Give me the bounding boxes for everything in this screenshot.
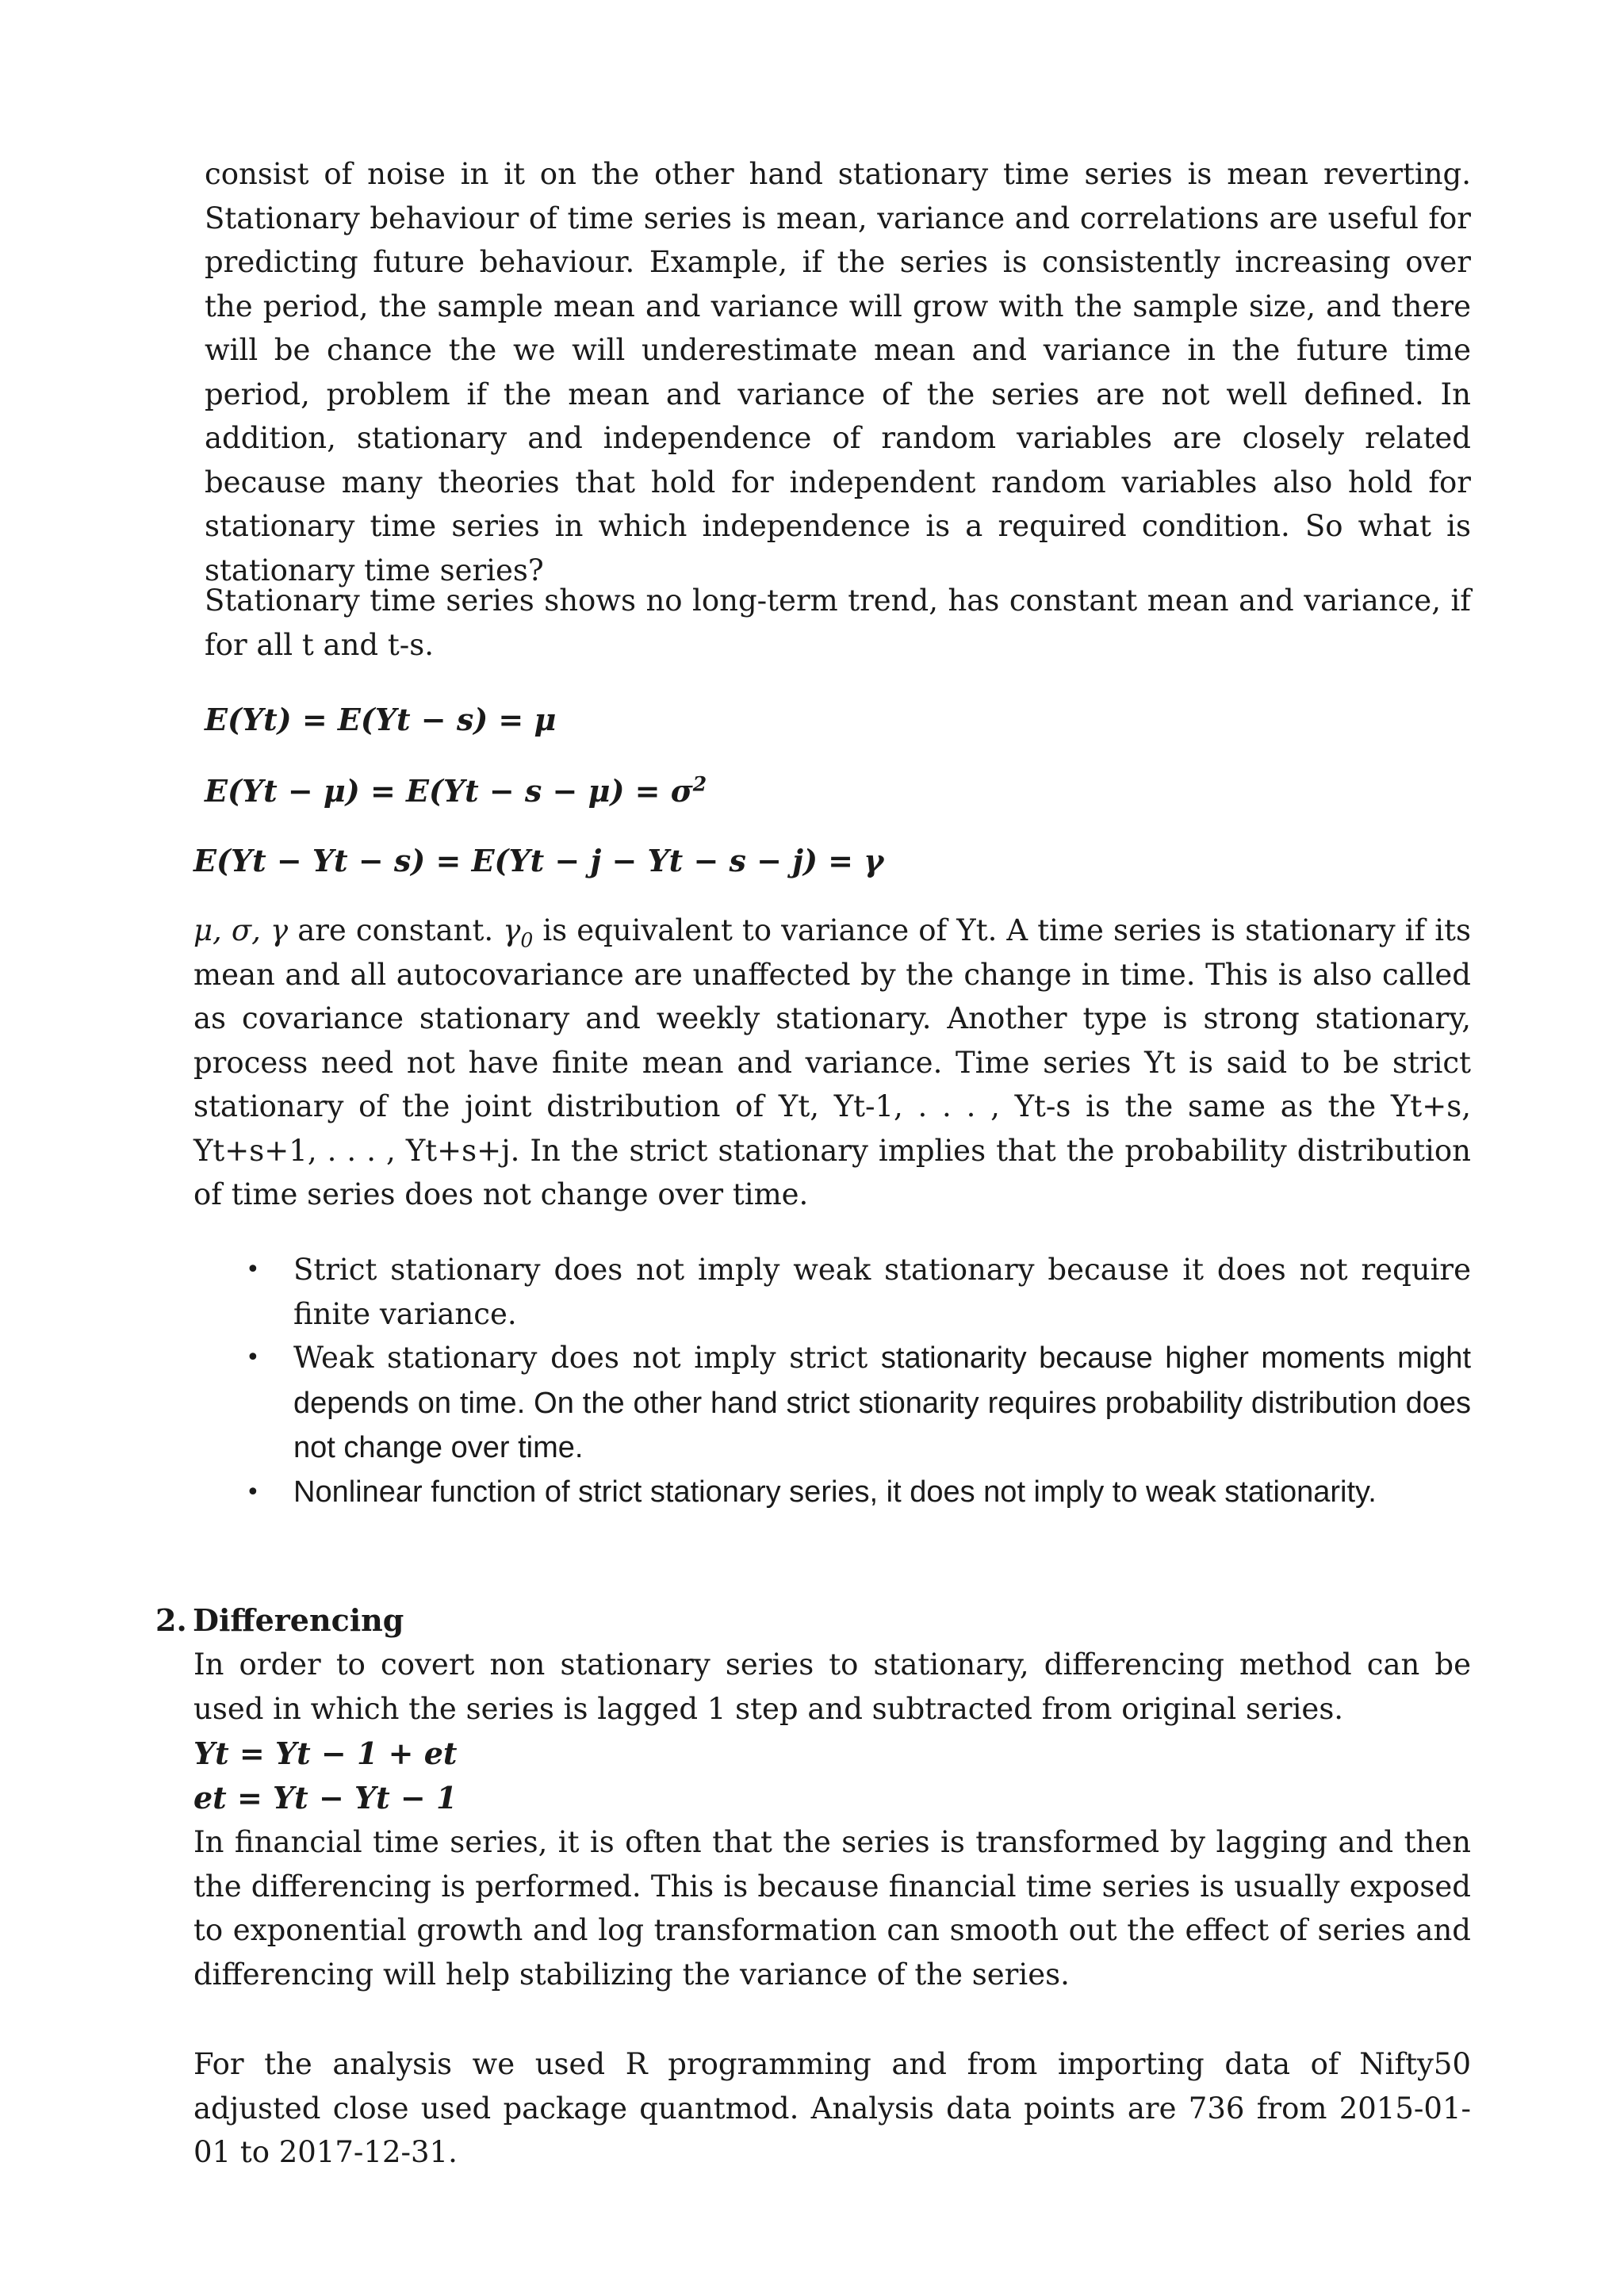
paragraph-stationary-definition: Stationary time series shows no long-term trend, has constant mean and variance, if for all t and t-s. [205,584,1471,662]
paragraph-differencing-intro: In order to covert non stationary series to stationary, differencing method can be used in which the series is lagged 1 step and subtracted from original series. [193,1647,1471,1726]
paragraph-stationary-types: μ, σ, γ are constant. $\gamma_0$ is equivalent to variance of Yt. A time series is stationary if its mean and all autocovariance are unaffected by the change in time. This is also called as covariance stationary and weekly stationary. Another type is strong stationary, process need not have finite mean and variance. Time series Yt is said to be strict stationary of the joint distribution of Yt, Yt-1, . . . , Yt-s is the same as the Yt+s, Yt+s+1, . . . , Yt+s+j. In the strict stationary implies that the probability distribution of time series does not change over time. [193,913,1471,1211]
bullet-icon: • [246,1256,260,1284]
equation-mean: E(Yt) = E(Yt − s) = μ [205,702,557,737]
stationarity-bullet-list [246,1248,1471,1514]
equation-autocovariance: E(Yt − Yt − s) = E(Yt − j − Yt − s − j) = γ [193,843,884,878]
paragraph-stationary-intro: consist of noise in it on the other hand stationary time series is mean reverting. Stationary behaviour of time series is mean, variance and correlations are useful for predicting future behaviour. Example, if the series is consistently increasing over the period, the sample mean and variance will grow with the sample size, and there will be chance the we will underestimate mean and variance in the future time period, problem if the mean and variance of the series are not well defined. In addition, stationary and independence of random variables are closely related because many theories that hold for independent random variables also hold for stationary time series in which independence is a required condition. So what is stationary time series? [205,157,1471,587]
list-item: • Strict stationary does not imply weak stationary because it does not require finite variance. [293,1248,1471,1336]
section-heading-differencing: 2. Differencing [155,1602,404,1638]
list-item: • Weak stationary does not imply strict stationarity because higher moments might depends on time. On the other hand strict stionarity requires probability distribution does not change over time. [293,1336,1471,1471]
list-item: • Nonlinear function of strict stationary series, it does not imply to weak stationarity. [293,1471,1471,1515]
bullet-icon: • [246,1478,260,1506]
equation-variance: $E(Yt - \mu) = E(Yt - s - \mu) = \sigma^2$ [205,772,707,809]
equation-first-difference: et = Yt − Yt − 1 [193,1780,458,1816]
bullet-icon: • [246,1344,260,1372]
paragraph-analysis-data: For the analysis we used R programming and from importing data of Nifty50 adjusted close used package quantmod. Analysis data points are 736 from 2015-01-01 to 2017-12-31. [193,2047,1471,2169]
equation-random-walk: Yt = Yt − 1 + et [193,1735,458,1771]
paragraph-log-differencing: In financial time series, it is often that the series is transformed by lagging and then the differencing is performed. This is because financial time series is usually exposed to exponential growth and log transformation can smooth out the effect of series and differencing will help stabilizing the variance of the series. [193,1825,1471,1992]
